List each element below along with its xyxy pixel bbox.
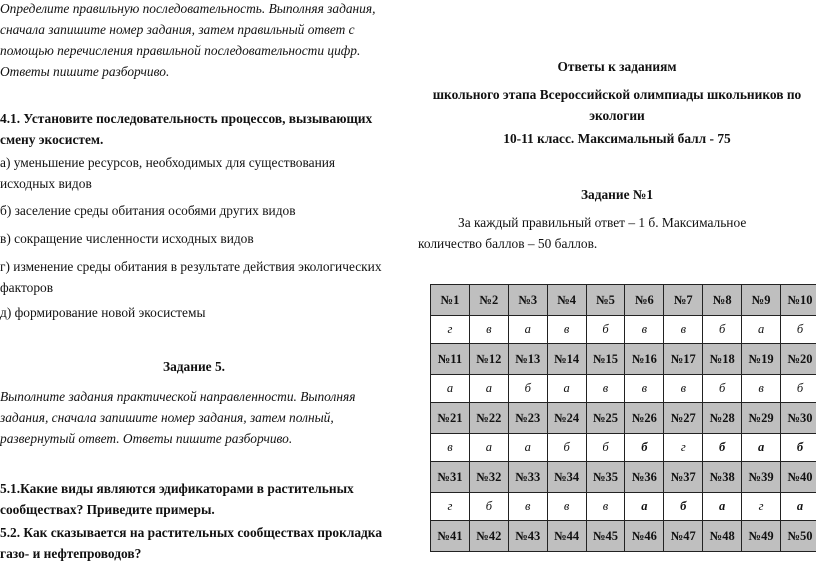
task5-instruction: Выполните задания практической направленности. Выполняя задания, сначала запишите номер задания, затем полный, развернутый ответ. Ответы пишите разборчиво. bbox=[0, 389, 356, 446]
task-number-cell: №44 bbox=[547, 521, 586, 552]
task-number-cell: №48 bbox=[703, 521, 742, 552]
task-number-cell: №20 bbox=[781, 344, 816, 375]
answer-cell: б bbox=[703, 434, 742, 462]
task-number-cell: №19 bbox=[742, 344, 781, 375]
answer-cell: а bbox=[508, 434, 547, 462]
task-number-cell: №34 bbox=[547, 462, 586, 493]
task-number-cell: №11 bbox=[431, 344, 470, 375]
task-number-cell: №49 bbox=[742, 521, 781, 552]
task-number-cell: №27 bbox=[664, 403, 703, 434]
task-number-cell: №50 bbox=[781, 521, 816, 552]
task-number-cell: №12 bbox=[469, 344, 508, 375]
task-number-cell: №28 bbox=[703, 403, 742, 434]
task-number-cell: №24 bbox=[547, 403, 586, 434]
answer-cell: г bbox=[664, 434, 703, 462]
task-number-cell: №10 bbox=[781, 285, 816, 316]
task-number-cell: №36 bbox=[625, 462, 664, 493]
answer-cell: г bbox=[431, 316, 470, 344]
task-number-cell: №38 bbox=[703, 462, 742, 493]
table-header-row bbox=[431, 344, 816, 375]
answer-cell: а bbox=[625, 493, 664, 521]
answer-cell: а bbox=[508, 316, 547, 344]
answer-cell: а bbox=[781, 493, 816, 521]
answer-cell: в bbox=[586, 375, 625, 403]
answer-cell: а bbox=[547, 375, 586, 403]
answer-cell: в bbox=[664, 375, 703, 403]
answer-cell: в bbox=[625, 316, 664, 344]
task-number-cell: №13 bbox=[508, 344, 547, 375]
answer-cell: б bbox=[586, 434, 625, 462]
question-5-1: 5.1.Какие виды являются эдификаторами в растительных сообществах? Приведите примеры. bbox=[0, 481, 354, 517]
task-number-cell: №25 bbox=[586, 403, 625, 434]
task-number-cell: №30 bbox=[781, 403, 816, 434]
answer-cell: в bbox=[547, 316, 586, 344]
answer-cell: б bbox=[508, 375, 547, 403]
task-number-cell: №2 bbox=[469, 285, 508, 316]
answer-cell: в bbox=[586, 493, 625, 521]
table-header-row bbox=[431, 521, 816, 552]
task-number-cell: №23 bbox=[508, 403, 547, 434]
option-b: б) заселение среды обитания особями других видов bbox=[0, 203, 296, 218]
answer-cell: в bbox=[431, 434, 470, 462]
task-number-cell: №3 bbox=[508, 285, 547, 316]
answer-cell: в bbox=[469, 316, 508, 344]
task-number-cell: №33 bbox=[508, 462, 547, 493]
task-number-cell: №18 bbox=[703, 344, 742, 375]
option-v: в) сокращение численности исходных видов bbox=[0, 231, 254, 246]
task-number-cell: №41 bbox=[431, 521, 470, 552]
answer-cell: а bbox=[703, 493, 742, 521]
table-answer-row bbox=[431, 493, 816, 521]
table-answer-row bbox=[431, 375, 816, 403]
answer-cell: в bbox=[664, 316, 703, 344]
task-number-cell: №1 bbox=[431, 285, 470, 316]
question-5-2: 5.2. Как сказывается на растительных сообществах прокладка газо- и нефтепроводов? bbox=[0, 525, 383, 561]
task5-heading: Задание 5. bbox=[163, 359, 225, 374]
task-number-cell: №15 bbox=[586, 344, 625, 375]
answer-cell: б bbox=[703, 375, 742, 403]
answer-cell: а bbox=[469, 375, 508, 403]
task-number-cell: №22 bbox=[469, 403, 508, 434]
answers-subtitle: школьного этапа Всероссийской олимпиады школьников по экологии bbox=[432, 87, 802, 123]
task-number-cell: №17 bbox=[664, 344, 703, 375]
task-number-cell: №43 bbox=[508, 521, 547, 552]
task-number-cell: №32 bbox=[469, 462, 508, 493]
task-number-cell: №4 bbox=[547, 285, 586, 316]
table-header-row bbox=[431, 285, 816, 316]
answer-cell: б bbox=[469, 493, 508, 521]
answer-cell: в bbox=[547, 493, 586, 521]
answer-cell: в bbox=[742, 375, 781, 403]
task-number-cell: №47 bbox=[664, 521, 703, 552]
task-number-cell: №45 bbox=[586, 521, 625, 552]
answer-cell: а bbox=[742, 316, 781, 344]
answer-cell: б bbox=[586, 316, 625, 344]
table-header-row bbox=[431, 403, 816, 434]
answer-cell: г bbox=[742, 493, 781, 521]
option-a: а) уменьшение ресурсов, необходимых для существования исходных видов bbox=[0, 155, 336, 191]
table-answer-row bbox=[431, 316, 816, 344]
task1-text: За каждый правильный ответ – 1 б. Максимальное количество баллов – 50 баллов. bbox=[418, 215, 747, 251]
task-number-cell: №29 bbox=[742, 403, 781, 434]
answer-cell: б bbox=[547, 434, 586, 462]
answer-cell: а bbox=[742, 434, 781, 462]
answer-cell: г bbox=[431, 493, 470, 521]
task-number-cell: №16 bbox=[625, 344, 664, 375]
task-number-cell: №7 bbox=[664, 285, 703, 316]
task-number-cell: №21 bbox=[431, 403, 470, 434]
answers-title: Ответы к заданиям bbox=[557, 59, 677, 74]
task-number-cell: №31 bbox=[431, 462, 470, 493]
task-number-cell: №14 bbox=[547, 344, 586, 375]
answer-cell: в bbox=[625, 375, 664, 403]
task-number-cell: №37 bbox=[664, 462, 703, 493]
option-d: д) формирование новой экосистемы bbox=[0, 305, 206, 320]
answer-cell: б bbox=[664, 493, 703, 521]
answers-table bbox=[430, 284, 816, 552]
task-number-cell: №39 bbox=[742, 462, 781, 493]
answer-cell: б bbox=[781, 316, 816, 344]
task-number-cell: №26 bbox=[625, 403, 664, 434]
task1-heading: Задание №1 bbox=[580, 187, 654, 202]
task-number-cell: №9 bbox=[742, 285, 781, 316]
task-number-cell: №5 bbox=[586, 285, 625, 316]
task-number-cell: №8 bbox=[703, 285, 742, 316]
table-answer-row bbox=[431, 434, 816, 462]
task-number-cell: №35 bbox=[586, 462, 625, 493]
task-number-cell: №46 bbox=[625, 521, 664, 552]
answer-cell: в bbox=[508, 493, 547, 521]
answers-grade: 10-11 класс. Максимальный балл - 75 bbox=[503, 131, 731, 146]
answer-cell: б bbox=[625, 434, 664, 462]
answer-cell: а bbox=[469, 434, 508, 462]
table-header-row bbox=[431, 462, 816, 493]
answer-cell: а bbox=[431, 375, 470, 403]
answer-cell: б bbox=[703, 316, 742, 344]
task-number-cell: №42 bbox=[469, 521, 508, 552]
question-4-1-title: 4.1. Установите последовательность процессов, вызывающих смену экосистем. bbox=[0, 111, 373, 147]
instruction-top: Определите правильную последовательность. Выполняя задания, сначала запишите номер задания, затем правильный ответ с помощью перечисления правильной последовательности цифр. Ответы пишите разборчиво. bbox=[0, 1, 376, 79]
task-number-cell: №6 bbox=[625, 285, 664, 316]
task-number-cell: №40 bbox=[781, 462, 816, 493]
answer-cell: б bbox=[781, 375, 816, 403]
option-g: г) изменение среды обитания в результате действия экологических факторов bbox=[0, 259, 382, 295]
answer-cell: б bbox=[781, 434, 816, 462]
